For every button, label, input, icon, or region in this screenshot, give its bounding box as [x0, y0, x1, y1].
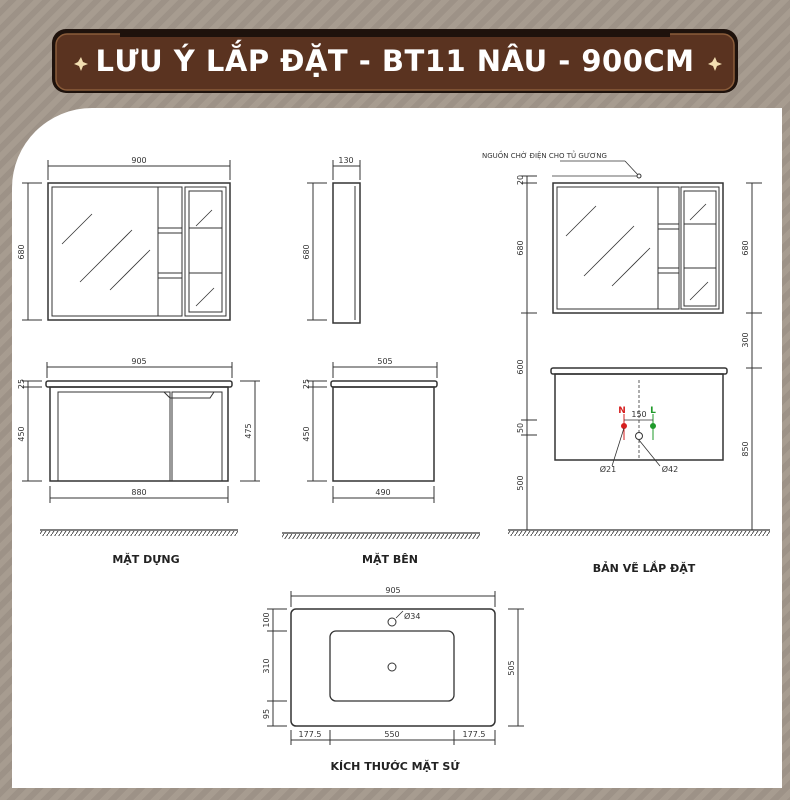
dim-bottom-width: 880	[131, 488, 147, 497]
dim-bottom-depth: 490	[375, 488, 391, 497]
power-note: NGUỒN CHỜ ĐIỆN CHO TỦ GƯƠNG	[482, 152, 607, 160]
dim-mirror-height: 680	[17, 244, 26, 260]
dim-bowl-width: 550	[384, 730, 400, 739]
cold-water-label: L	[650, 406, 656, 416]
dim-side-cabinet-height: 450	[302, 426, 311, 442]
dim-drain-diameter: Ø42	[661, 465, 679, 474]
dim-top-width: 905	[131, 357, 147, 366]
dim-front-margin: 95	[262, 708, 271, 720]
dim-mirror-depth: 130	[338, 156, 354, 165]
side-view-caption: MẶT BÊN	[362, 553, 418, 566]
dim-pipe-diameter: Ø21	[599, 465, 617, 474]
side-view	[282, 160, 480, 539]
installation-view	[508, 161, 770, 536]
dim-total-height: 475	[244, 423, 253, 439]
dim-outlet-gap: 50	[516, 422, 525, 434]
hot-water-label: N	[618, 406, 626, 416]
dim-install-mirror-left: 680	[516, 240, 525, 256]
dim-outlet-to-floor: 500	[516, 475, 525, 491]
dim-power-offset: 20	[516, 174, 525, 186]
basin-view	[267, 591, 524, 745]
dim-cabinet-to-floor: 850	[741, 441, 750, 457]
front-view-caption: MẶT DỰNG	[112, 553, 180, 566]
basin-view-caption: KÍCH THƯỚC MẶT SỨ	[330, 760, 460, 773]
dim-tap-hole: Ø34	[404, 612, 421, 621]
dim-pipe-spacing: 150	[631, 410, 647, 419]
dim-side-top-thickness: 25	[302, 378, 311, 390]
dim-side-right: 177.5	[462, 730, 486, 739]
dim-top-depth: 505	[377, 357, 393, 366]
dim-basin-depth: 505	[507, 660, 516, 676]
install-view-caption: BẢN VẼ LẮP ĐẶT	[592, 562, 696, 575]
front-view	[22, 160, 260, 536]
dim-basin-width: 905	[385, 586, 401, 595]
dim-top-thickness: 25	[17, 378, 26, 390]
banner-title: LƯU Ý LẮP ĐẶT - BT11 NÂU - 900CM	[95, 44, 695, 78]
dim-mirror-width: 900	[131, 156, 147, 165]
dim-cabinet-to-outlet: 600	[516, 359, 525, 375]
dim-cabinet-height: 450	[17, 426, 26, 442]
dim-side-mirror-height: 680	[302, 244, 311, 260]
dim-bowl-depth: 310	[262, 658, 271, 674]
dim-side-left: 177.5	[298, 730, 322, 739]
dim-back-margin: 100	[262, 612, 271, 628]
dim-gap-right: 300	[741, 332, 750, 348]
dim-install-mirror-right: 680	[741, 240, 750, 256]
